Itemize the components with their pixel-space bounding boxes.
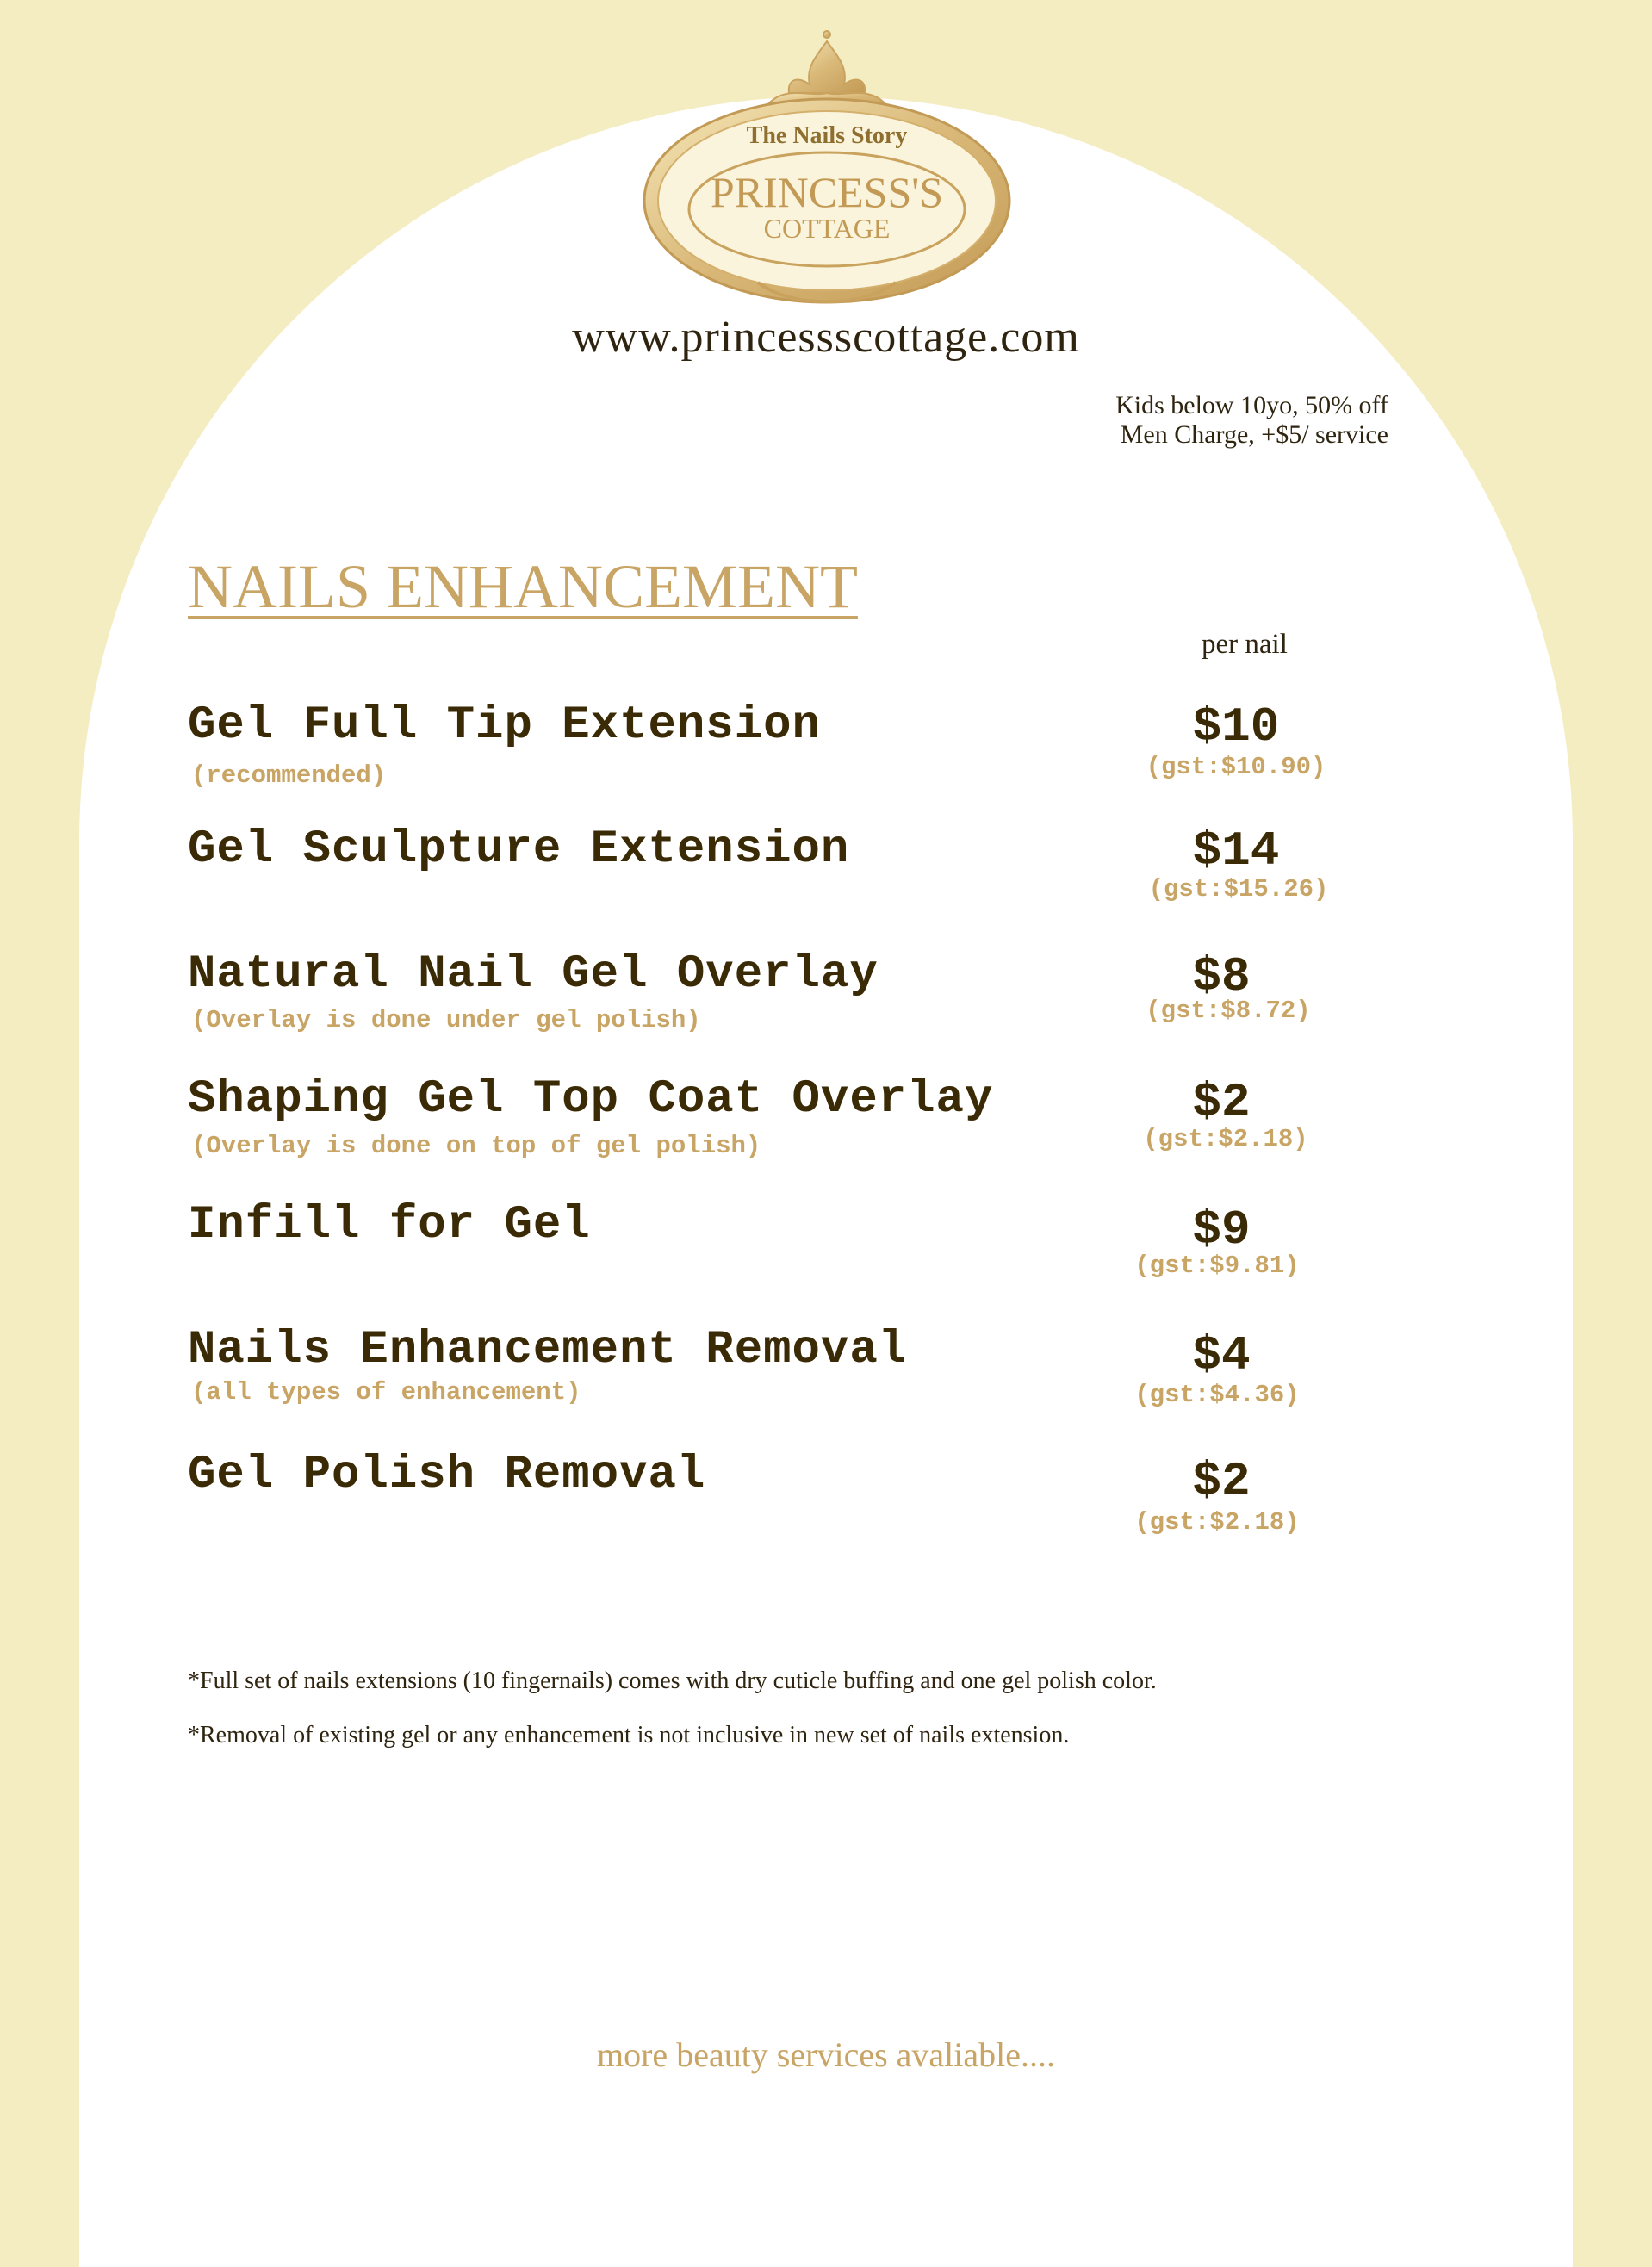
service-price: $8 <box>1192 949 1251 1004</box>
service-price: $14 <box>1192 823 1280 879</box>
logo-name-line1: PRINCESS'S <box>710 168 944 216</box>
service-note: (recommended) <box>191 761 387 790</box>
service-gst-price: (gst:$8.72) <box>1146 997 1311 1025</box>
service-gst-price: (gst:$2.18) <box>1134 1508 1300 1537</box>
kids-discount-note: Kids below 10yo, 50% off <box>1115 391 1388 419</box>
footnote-removal: *Removal of existing gel or any enhancement is not inclusive in new set of nails extension. <box>188 1722 1070 1748</box>
service-gst-price: (gst:$15.26) <box>1148 875 1329 904</box>
service-note: (Overlay is done under gel polish) <box>191 1006 701 1034</box>
website-url[interactable]: www.princessscottage.com <box>572 313 1080 362</box>
men-charge-note: Men Charge, +$5/ service <box>1120 420 1388 449</box>
per-nail-label: per nail <box>1202 629 1288 660</box>
service-name: Gel Polish Removal <box>188 1449 706 1501</box>
service-price: $2 <box>1192 1454 1251 1509</box>
service-note: (all types of enhancement) <box>191 1378 581 1407</box>
service-name: Infill for Gel <box>188 1199 591 1252</box>
service-gst-price: (gst:$9.81) <box>1134 1252 1300 1280</box>
service-name: Gel Full Tip Extension <box>188 699 821 752</box>
service-note: (Overlay is done on top of gel polish) <box>191 1132 761 1160</box>
service-name: Nails Enhancement Removal <box>188 1324 908 1376</box>
princess-cottage-logo <box>637 24 1016 317</box>
service-gst-price: (gst:$4.36) <box>1134 1381 1300 1409</box>
service-gst-price: (gst:$10.90) <box>1146 753 1326 781</box>
service-price: $4 <box>1192 1328 1251 1383</box>
service-name: Gel Sculpture Extension <box>188 823 850 876</box>
service-price: $10 <box>1192 699 1280 755</box>
service-price: $2 <box>1192 1075 1251 1130</box>
pricing-notes <box>1115 391 1388 450</box>
logo-name-line2: COTTAGE <box>763 213 891 244</box>
section-title: NAILS ENHANCEMENT <box>188 552 858 621</box>
more-services-text: more beauty services avaliable.... <box>597 2035 1055 2074</box>
crown-icon <box>767 31 887 109</box>
service-name: Natural Nail Gel Overlay <box>188 948 879 1001</box>
service-gst-price: (gst:$2.18) <box>1143 1125 1308 1153</box>
logo-tagline: The Nails Story <box>746 122 908 149</box>
footnote-extensions: *Full set of nails extensions (10 fingernails) comes with dry cuticle buffing and one gel polish color. <box>188 1668 1157 1694</box>
service-name: Shaping Gel Top Coat Overlay <box>188 1073 994 1126</box>
service-price: $9 <box>1192 1202 1251 1258</box>
